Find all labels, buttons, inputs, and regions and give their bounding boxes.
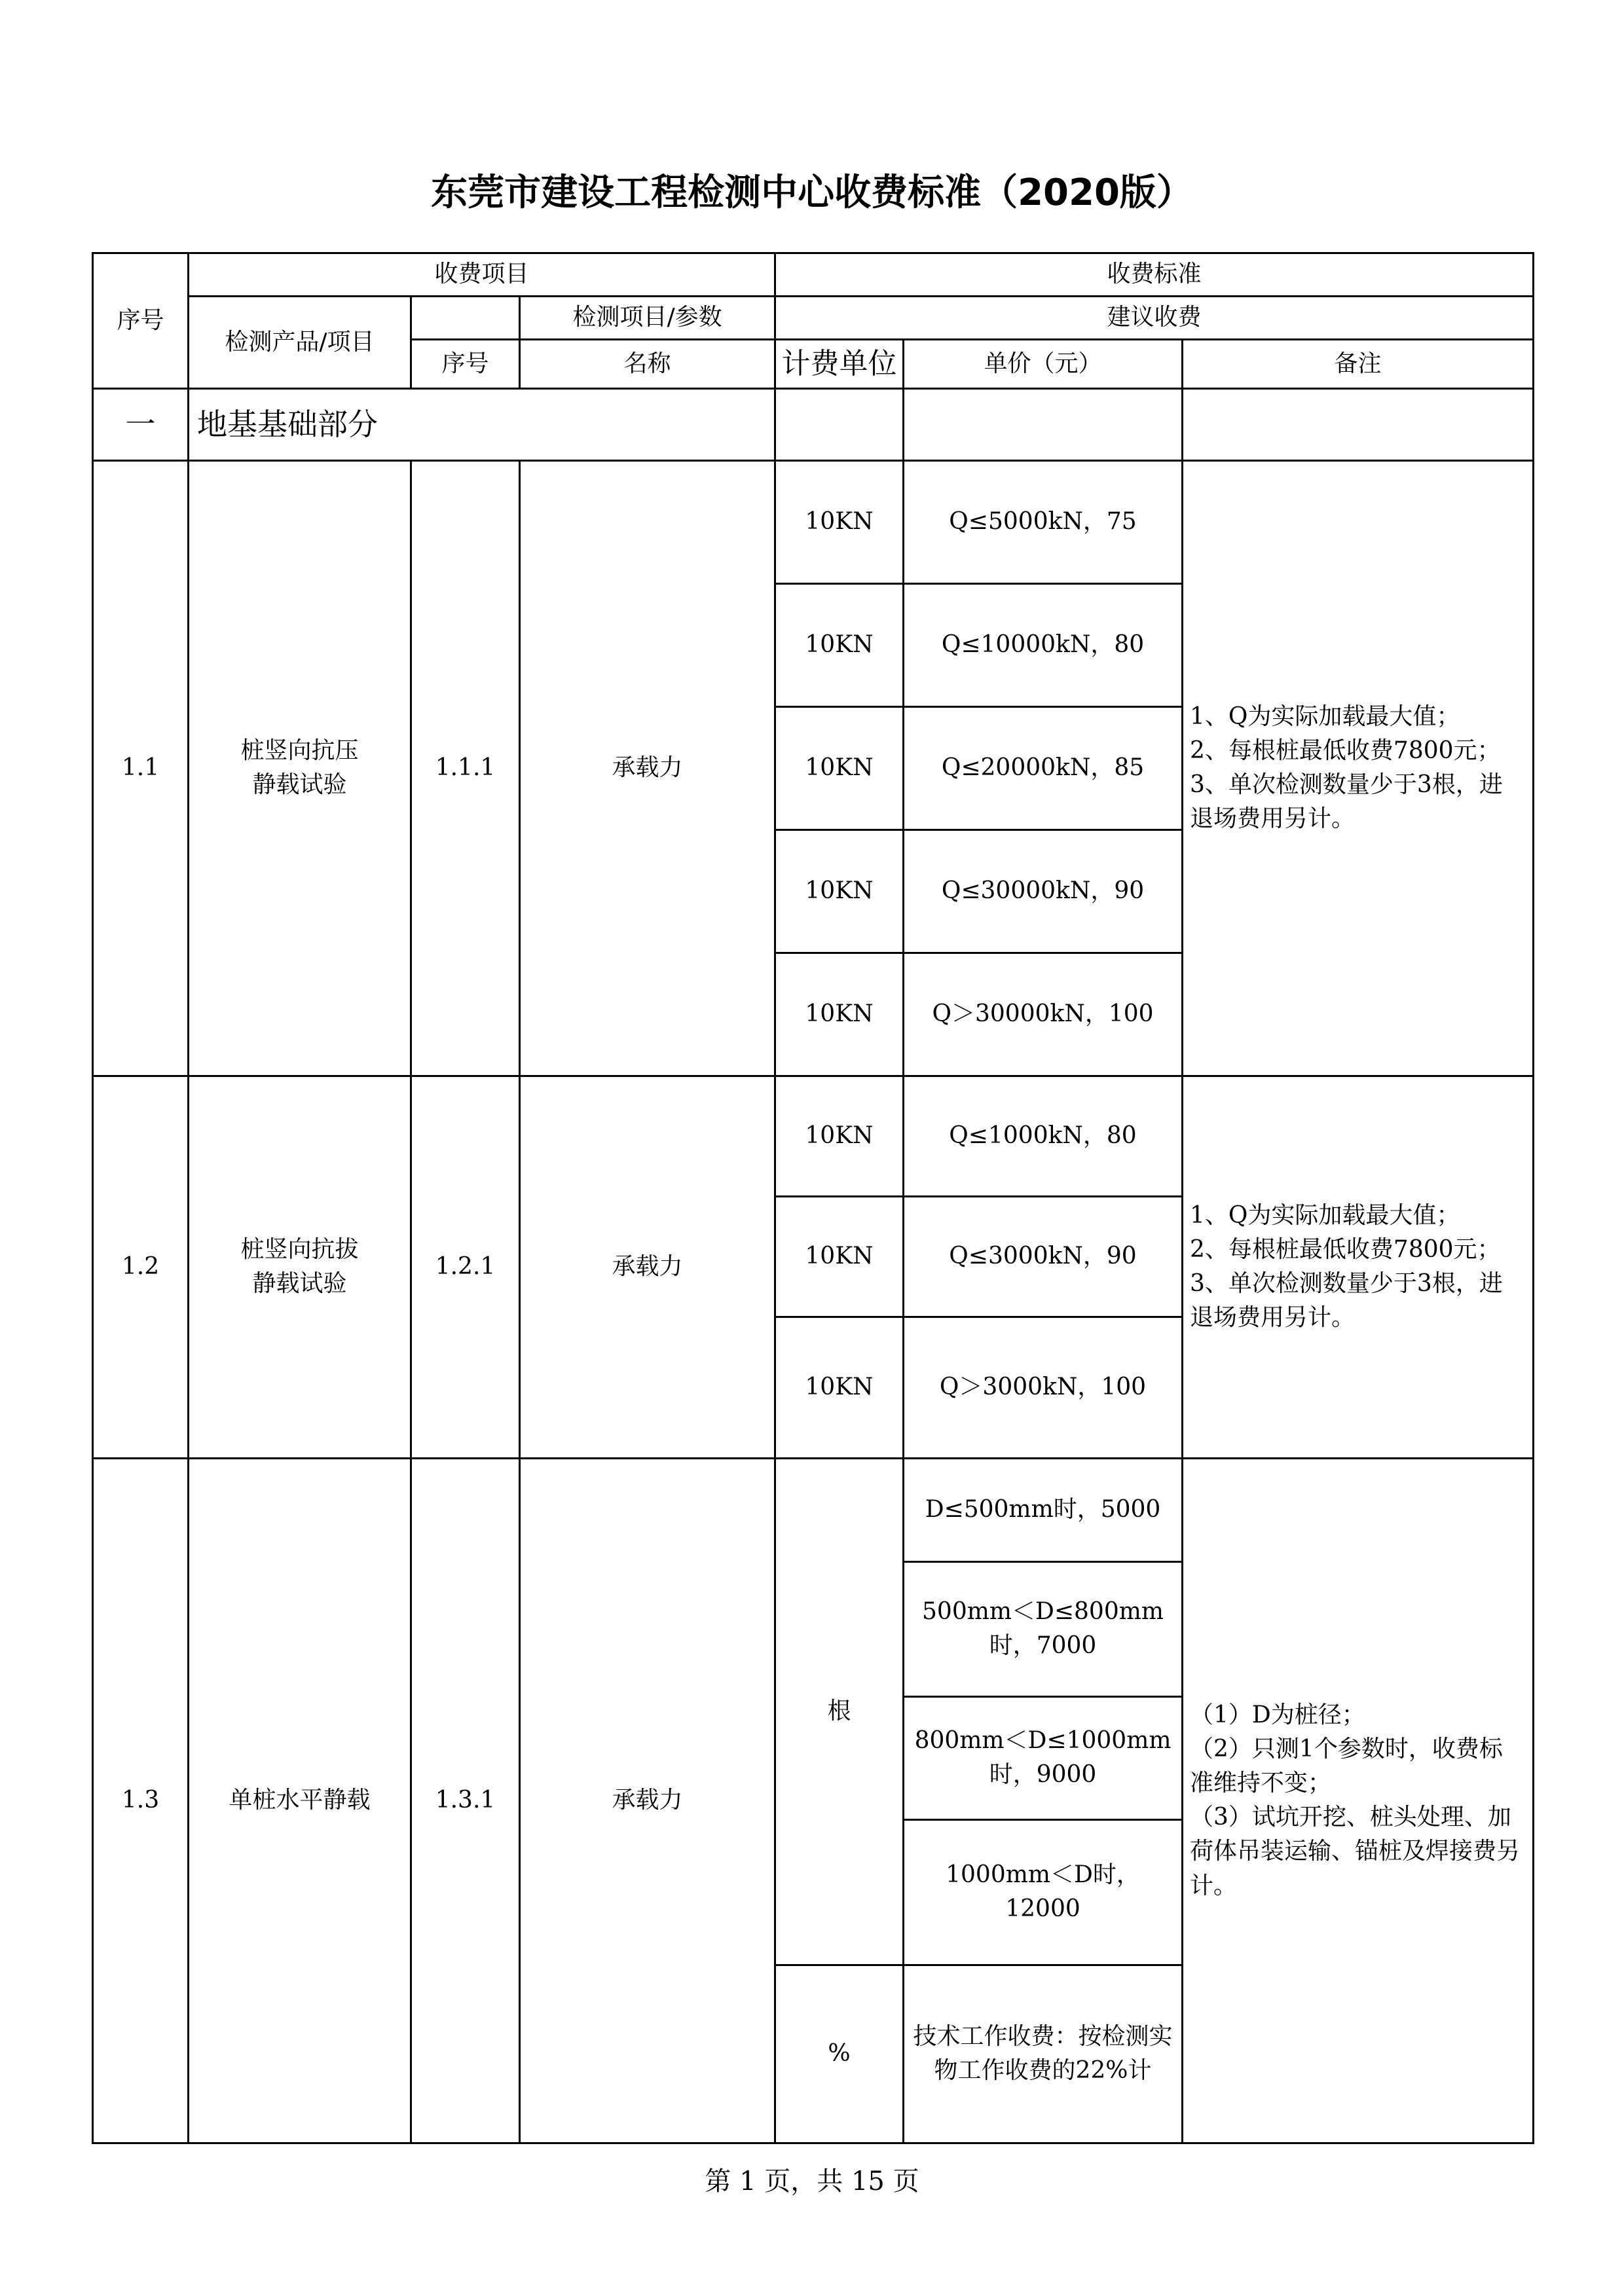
row-price: 800mm＜D≤1000mm时，9000 [904, 1696, 1183, 1819]
row-unit: 10KN [775, 829, 904, 953]
row-sub-seq: 1.3.1 [411, 1458, 520, 2143]
row-price: Q≤30000kN，90 [904, 829, 1183, 953]
row-name: 承载力 [520, 1076, 775, 1458]
row-unit: 根 [775, 1458, 904, 1965]
section-title: 地基基础部分 [189, 388, 775, 460]
row-price: 技术工作收费：按检测实物工作收费的22%计 [904, 1965, 1183, 2143]
row-name: 承载力 [520, 460, 775, 1076]
header-sub-seq: 序号 [411, 340, 520, 389]
row-unit: 10KN [775, 460, 904, 583]
row-price: Q≤10000kN，80 [904, 583, 1183, 706]
row-price: Q＞30000kN，100 [904, 953, 1183, 1076]
row-price: 1000mm＜D时，12000 [904, 1819, 1183, 1965]
row-unit: 10KN [775, 953, 904, 1076]
row-remark: 1、Q为实际加载最大值； 2、每根桩最低收费7800元； 3、单次检测数量少于3根，进退场费用另计。 [1183, 1076, 1534, 1458]
section-empty-unit [775, 388, 904, 460]
header-remark: 备注 [1183, 340, 1534, 389]
row-price: D≤500mm时，5000 [904, 1458, 1183, 1561]
header-name: 名称 [520, 340, 775, 389]
table-row [93, 460, 1534, 583]
section-empty-remark [1183, 388, 1534, 460]
row-name: 承载力 [520, 1458, 775, 2143]
header-test-param: 检测项目/参数 [520, 297, 775, 340]
row-unit: 10KN [775, 583, 904, 706]
table-row [93, 1458, 1534, 1561]
row-seq: 1.3 [93, 1458, 189, 2143]
row-product: 单桩水平静载 [189, 1458, 411, 2143]
row-remark: （1）D为桩径； （2）只测1个参数时，收费标准维持不变； （3）试坑开挖、桩头处理、加荷体吊装运输、锚桩及焊接费另计。 [1183, 1458, 1534, 2143]
header-price: 单价（元） [904, 340, 1183, 389]
row-seq: 1.1 [93, 460, 189, 1076]
header-suggested-fee: 建议收费 [775, 297, 1534, 340]
header-unit: 计费单位 [775, 340, 904, 389]
header-blank [411, 297, 520, 340]
row-product: 桩竖向抗拔 静载试验 [189, 1076, 411, 1458]
section-empty-price [904, 388, 1183, 460]
fee-table [92, 252, 1534, 2144]
row-sub-seq: 1.1.1 [411, 460, 520, 1076]
header-fee-standard: 收费标准 [775, 253, 1534, 297]
row-price: 500mm＜D≤800mm时，7000 [904, 1561, 1183, 1696]
row-price: Q≤5000kN，75 [904, 460, 1183, 583]
row-unit: 10KN [775, 1076, 904, 1196]
row-unit: % [775, 1965, 904, 2143]
row-price: Q≤3000kN，90 [904, 1196, 1183, 1317]
row-sub-seq: 1.2.1 [411, 1076, 520, 1458]
row-seq: 1.2 [93, 1076, 189, 1458]
page-title: 东莞市建设工程检测中心收费标准（2020版） [431, 172, 1193, 214]
header-fee-items: 收费项目 [189, 253, 775, 297]
table-row [93, 1076, 1534, 1196]
row-product: 桩竖向抗压 静载试验 [189, 460, 411, 1076]
row-price: Q≤1000kN，80 [904, 1076, 1183, 1196]
row-remark: 1、Q为实际加载最大值； 2、每根桩最低收费7800元； 3、单次检测数量少于3根，进退场费用另计。 [1183, 460, 1534, 1076]
row-unit: 10KN [775, 1317, 904, 1458]
row-unit: 10KN [775, 1196, 904, 1317]
row-unit: 10KN [775, 706, 904, 829]
section-number: 一 [93, 388, 189, 460]
row-price: Q≤20000kN，85 [904, 706, 1183, 829]
page-footer: 第 1 页，共 15 页 [705, 2166, 919, 2196]
header-seq: 序号 [93, 253, 189, 389]
header-product: 检测产品/项目 [189, 297, 411, 389]
row-price: Q＞3000kN，100 [904, 1317, 1183, 1458]
